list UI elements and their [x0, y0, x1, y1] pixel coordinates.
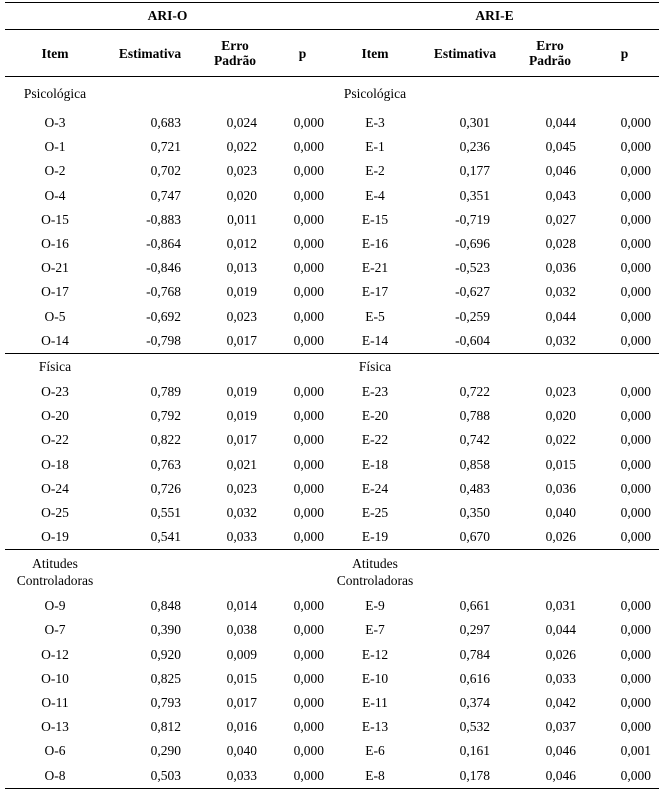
cell-erro-o: 0,023: [226, 163, 257, 179]
cell-p-e: 0,000: [620, 139, 652, 155]
cell-item-o: O-3: [44, 115, 66, 131]
cell-p-e: 0,000: [620, 670, 652, 686]
cell-item-e: E-8: [330, 764, 420, 789]
cell-item-o: O-16: [41, 236, 69, 252]
section-title-row: [5, 353, 659, 380]
cell-estimativa-e: 0,483: [459, 480, 490, 496]
cell-erro-e: 0,031: [545, 598, 576, 614]
cell-item-e: E-13: [361, 719, 389, 735]
cell-p-o: 0,000: [293, 670, 324, 686]
cell-estimativa-e: 0,161: [459, 743, 490, 759]
cell-estimativa-e: 0,788: [459, 408, 490, 424]
cell-p-o: 0,000: [293, 432, 324, 448]
cell-estimativa-o: 0,551: [150, 504, 181, 520]
cell-p-e: 0,000: [620, 408, 652, 424]
cell-estimativa-e: 0,374: [459, 695, 490, 711]
section-title-text: [330, 555, 420, 589]
cell-estimativa-e: 0,661: [459, 598, 490, 614]
cell-estimativa-o: 0,683: [150, 115, 181, 131]
cell-p-o: 0,000: [293, 456, 324, 472]
cell-estimativa-o: -0,846: [146, 260, 181, 276]
cell-erro-o: 0,023: [226, 308, 257, 324]
cell-estimativa-e: -0,259: [455, 308, 490, 324]
cell-item-o: O-17: [41, 284, 69, 300]
cell-item-o: O-1: [44, 139, 66, 155]
section-title-text: [5, 86, 105, 102]
cell-estimativa-o: 0,812: [150, 719, 181, 735]
cell-p-o: 0,000: [293, 504, 324, 520]
table-row: [5, 477, 659, 501]
cell-item-o: O-11: [41, 695, 69, 711]
cell-estimativa-e: 0,532: [459, 719, 490, 735]
header-erro-padrao: [195, 30, 275, 77]
cell-estimativa-o: 0,702: [150, 163, 181, 179]
cell-erro-o: 0,021: [226, 456, 257, 472]
table-row: [5, 329, 659, 354]
cell-item-e: E-9: [365, 598, 385, 614]
cell-estimativa-e: 0,178: [420, 764, 510, 789]
cell-erro-e: 0,036: [545, 260, 576, 276]
cell-item-e: E-22: [361, 432, 389, 448]
cell-p-o: 0,000: [293, 236, 324, 252]
cell-erro-o: 0,012: [226, 236, 257, 252]
cell-estimativa-o: 0,721: [150, 139, 181, 155]
header-estimativa: Estimativa: [105, 30, 195, 77]
cell-item-o: O-13: [41, 719, 69, 735]
cell-erro-e: 0,044: [545, 115, 576, 131]
cell-p-e: 0,001: [620, 743, 652, 759]
cell-item-e: E-2: [365, 163, 385, 179]
cell-item-o: O-20: [41, 408, 69, 424]
table-body: [5, 77, 659, 789]
cell-p-o: 0,000: [293, 598, 324, 614]
cell-erro-o: 0,016: [226, 719, 257, 735]
table-row: [5, 135, 659, 159]
table-row: [5, 232, 659, 256]
cell-erro-e: 0,043: [545, 187, 576, 203]
section-title-line1: Física: [358, 358, 392, 374]
cell-estimativa-e: -0,696: [455, 236, 490, 252]
cell-erro-o: 0,017: [226, 432, 257, 448]
table-row: [5, 208, 659, 232]
cell-item-e: E-6: [365, 743, 385, 759]
table-row: [5, 111, 659, 135]
cell-estimativa-e: -0,523: [455, 260, 490, 276]
header-erro-l1: Erro: [536, 38, 564, 53]
cell-item-e: E-18: [361, 456, 389, 472]
cell-item-o: O-2: [44, 163, 66, 179]
cell-erro-o: 0,038: [226, 622, 257, 638]
cell-item-e: E-7: [365, 622, 385, 638]
cell-erro-e: 0,044: [545, 308, 576, 324]
cell-item-e: E-10: [361, 670, 389, 686]
cell-p-o: 0,000: [293, 115, 324, 131]
section-title: [330, 550, 659, 595]
header-erro-l2: Padrão: [214, 53, 256, 68]
table-row: [5, 667, 659, 691]
table-row: [5, 428, 659, 452]
cell-erro-o: 0,014: [226, 598, 257, 614]
cell-item-e: E-24: [361, 480, 389, 496]
cell-item-o: O-25: [41, 504, 69, 520]
cell-erro-o: 0,020: [226, 187, 257, 203]
cell-estimativa-e: 0,177: [459, 163, 490, 179]
cell-item-e: E-23: [361, 383, 389, 399]
cell-p-e: 0,000: [620, 383, 652, 399]
cell-estimativa-e: 0,858: [459, 456, 490, 472]
cell-erro-o: 0,033: [226, 529, 257, 545]
cell-p-e: 0,000: [620, 432, 652, 448]
cell-item-o: O-4: [44, 187, 66, 203]
table-row: [5, 452, 659, 476]
cell-p-o: 0,000: [293, 139, 324, 155]
cell-item-o: O-15: [41, 211, 69, 227]
cell-estimativa-o: -0,864: [146, 236, 181, 252]
cell-p-e: 0,000: [620, 480, 652, 496]
cell-p-o: 0,000: [293, 622, 324, 638]
cell-estimativa-e: -0,719: [455, 211, 490, 227]
results-table: [5, 2, 659, 789]
header-p: p: [590, 30, 659, 77]
cell-item-o: O-12: [41, 646, 69, 662]
cell-estimativa-o: 0,793: [150, 695, 181, 711]
cell-estimativa-o: 0,920: [150, 646, 181, 662]
table-row: [5, 643, 659, 667]
cell-erro-o: 0,032: [226, 504, 257, 520]
cell-estimativa-e: 0,616: [459, 670, 490, 686]
table-row: [5, 184, 659, 208]
header-erro-l1: Erro: [221, 38, 249, 53]
cell-p-o: 0,000: [293, 646, 324, 662]
cell-p-e: 0,000: [620, 529, 652, 545]
cell-erro-o: 0,040: [226, 743, 257, 759]
cell-p-e: 0,000: [620, 504, 652, 520]
cell-p-e: 0,000: [620, 115, 652, 131]
cell-erro-e: 0,015: [545, 456, 576, 472]
header-estimativa: Estimativa: [420, 30, 510, 77]
cell-p-o: 0,000: [293, 211, 324, 227]
cell-estimativa-e: 0,301: [459, 115, 490, 131]
cell-estimativa-o: -0,883: [146, 211, 181, 227]
cell-item-o: O-8: [5, 764, 105, 789]
cell-erro-e: 0,033: [545, 670, 576, 686]
cell-item-o: O-23: [41, 383, 69, 399]
cell-item-o: O-10: [41, 670, 69, 686]
section-title-text: [5, 359, 105, 375]
cell-item-e: E-5: [365, 308, 385, 324]
cell-estimativa-o: 0,390: [150, 622, 181, 638]
cell-erro-o: 0,019: [226, 408, 257, 424]
cell-p-e: 0,000: [620, 456, 652, 472]
section-title-line1: Atitudes: [32, 556, 78, 572]
section-title-text: [5, 555, 105, 589]
cell-estimativa-o: 0,503: [105, 764, 195, 789]
cell-p-o: 0,000: [293, 695, 324, 711]
header-p: p: [275, 30, 330, 77]
cell-erro-o: 0,019: [226, 383, 257, 399]
section-title: [5, 353, 330, 380]
cell-item-o: O-5: [44, 308, 66, 324]
table-row: [5, 739, 659, 763]
section-title-line1: Atitudes: [352, 556, 398, 572]
cell-item-e: E-4: [365, 187, 385, 203]
cell-item-e: E-16: [361, 236, 389, 252]
cell-erro-e: 0,040: [545, 504, 576, 520]
section-title: [5, 77, 330, 112]
cell-item-e: E-15: [361, 211, 389, 227]
cell-erro-e: 0,042: [545, 695, 576, 711]
cell-item-e: E-3: [365, 115, 385, 131]
cell-estimativa-o: 0,763: [150, 456, 181, 472]
cell-p-o: 0,000: [275, 764, 330, 789]
cell-erro-e: 0,027: [545, 211, 576, 227]
table-row: [5, 501, 659, 525]
header-erro-l2: Padrão: [529, 53, 571, 68]
table-row: [5, 594, 659, 618]
cell-erro-o: 0,019: [226, 284, 257, 300]
cell-erro-e: 0,032: [545, 284, 576, 300]
cell-p-e: 0,000: [620, 622, 652, 638]
cell-item-o: O-9: [44, 598, 66, 614]
cell-p-e: 0,000: [620, 187, 652, 203]
cell-estimativa-o: -0,768: [146, 284, 181, 300]
section-title: [5, 550, 330, 595]
cell-estimativa-e: 0,670: [459, 529, 490, 545]
cell-item-e: E-12: [361, 646, 389, 662]
cell-item-e: E-1: [365, 139, 385, 155]
table-row: [5, 715, 659, 739]
cell-item-e: E-21: [361, 260, 389, 276]
cell-p-e: 0,000: [620, 719, 652, 735]
cell-item-e: E-17: [361, 284, 389, 300]
cell-item-o: O-19: [41, 529, 69, 545]
cell-p-e: 0,000: [620, 260, 652, 276]
cell-estimativa-e: 0,236: [459, 139, 490, 155]
section-title-line1: Psicológica: [343, 86, 407, 101]
table-row: [5, 280, 659, 304]
cell-p-e: 0,000: [620, 236, 652, 252]
section-title-text: [330, 359, 420, 375]
cell-p-e: 0,000: [620, 308, 652, 324]
section-title-line2: Controladoras: [336, 573, 414, 589]
table-row: [5, 691, 659, 715]
cell-p-o: 0,000: [293, 743, 324, 759]
cell-erro-e: 0,026: [545, 646, 576, 662]
cell-estimativa-e: -0,604: [455, 332, 490, 348]
cell-item-e: E-14: [361, 332, 389, 348]
cell-estimativa-o: -0,692: [146, 308, 181, 324]
cell-estimativa-o: 0,792: [150, 408, 181, 424]
cell-erro-e: 0,037: [545, 719, 576, 735]
cell-estimativa-e: 0,297: [459, 622, 490, 638]
cell-p-o: 0,000: [293, 383, 324, 399]
cell-estimativa-o: 0,848: [150, 598, 181, 614]
cell-p-o: 0,000: [293, 408, 324, 424]
cell-erro-o: 0,017: [226, 332, 257, 348]
cell-estimativa-o: 0,290: [150, 743, 181, 759]
section-title-row: [5, 77, 659, 112]
cell-estimativa-e: 0,351: [459, 187, 490, 203]
cell-erro-e: 0,046: [510, 764, 590, 789]
column-header-row: [5, 30, 659, 77]
table-row: [5, 305, 659, 329]
cell-p-o: 0,000: [293, 308, 324, 324]
cell-estimativa-e: 0,784: [459, 646, 490, 662]
cell-item-e: E-25: [361, 504, 389, 520]
cell-p-e: 0,000: [620, 163, 652, 179]
cell-item-o: O-22: [41, 432, 69, 448]
cell-estimativa-e: 0,722: [459, 383, 490, 399]
cell-p-o: 0,000: [293, 284, 324, 300]
cell-item-o: O-18: [41, 456, 69, 472]
cell-erro-e: 0,044: [545, 622, 576, 638]
cell-erro-e: 0,022: [545, 432, 576, 448]
section-title-text: [330, 86, 420, 102]
cell-estimativa-o: 0,825: [150, 670, 181, 686]
cell-erro-o: 0,017: [226, 695, 257, 711]
cell-erro-o: 0,011: [227, 211, 257, 227]
cell-item-e: E-19: [361, 529, 389, 545]
header-item: Item: [5, 30, 105, 77]
cell-erro-e: 0,032: [545, 332, 576, 348]
cell-estimativa-o: -0,798: [146, 332, 181, 348]
cell-erro-e: 0,036: [545, 480, 576, 496]
cell-p-o: 0,000: [293, 719, 324, 735]
cell-p-o: 0,000: [293, 480, 324, 496]
cell-erro-o: 0,015: [226, 670, 257, 686]
cell-estimativa-e: 0,742: [459, 432, 490, 448]
cell-p-e: 0,000: [620, 284, 652, 300]
cell-estimativa-e: 0,350: [459, 504, 490, 520]
cell-estimativa-o: 0,822: [150, 432, 181, 448]
header-item: Item: [330, 30, 420, 77]
cell-p-o: 0,000: [293, 529, 324, 545]
table-row: [5, 404, 659, 428]
table-row: [5, 618, 659, 642]
cell-p-e: 0,000: [620, 332, 652, 348]
table-row: [5, 256, 659, 280]
cell-item-o: O-6: [44, 743, 66, 759]
cell-p-e: 0,000: [590, 764, 659, 789]
cell-erro-o: 0,024: [226, 115, 257, 131]
cell-estimativa-o: 0,726: [150, 480, 181, 496]
cell-p-o: 0,000: [293, 332, 324, 348]
table-row: [5, 380, 659, 404]
table-row: [5, 764, 659, 789]
cell-erro-o: 0,009: [226, 646, 257, 662]
group-header-row: [5, 3, 659, 30]
cell-item-o: O-14: [41, 332, 69, 348]
cell-item-o: O-7: [44, 622, 66, 638]
group-ari-o: ARI-O: [5, 3, 330, 30]
cell-p-e: 0,000: [620, 695, 652, 711]
cell-item-o: O-24: [41, 480, 69, 496]
section-title: [330, 77, 659, 112]
cell-erro-o: 0,013: [226, 260, 257, 276]
section-title-row: [5, 550, 659, 595]
cell-estimativa-o: 0,541: [150, 529, 181, 545]
cell-p-e: 0,000: [620, 646, 652, 662]
cell-erro-o: 0,023: [226, 480, 257, 496]
cell-erro-o: 0,033: [195, 764, 275, 789]
cell-p-e: 0,000: [620, 598, 652, 614]
cell-erro-e: 0,028: [545, 236, 576, 252]
cell-erro-e: 0,026: [545, 529, 576, 545]
cell-erro-e: 0,023: [545, 383, 576, 399]
cell-erro-o: 0,022: [226, 139, 257, 155]
cell-p-o: 0,000: [293, 187, 324, 203]
cell-item-o: O-21: [41, 260, 69, 276]
header-erro-padrao: [510, 30, 590, 77]
cell-erro-e: 0,046: [545, 743, 576, 759]
cell-p-o: 0,000: [293, 260, 324, 276]
group-ari-e: ARI-E: [330, 3, 659, 30]
cell-item-e: E-20: [361, 408, 389, 424]
table-row: [5, 159, 659, 183]
cell-item-e: E-11: [362, 695, 388, 711]
section-title-line1: Psicológica: [23, 86, 87, 101]
cell-erro-e: 0,046: [545, 163, 576, 179]
section-title: [330, 353, 659, 380]
table-row: [5, 525, 659, 550]
section-title-line1: Física: [38, 358, 72, 374]
cell-estimativa-e: -0,627: [455, 284, 490, 300]
section-title-line2: Controladoras: [16, 573, 94, 589]
cell-p-o: 0,000: [293, 163, 324, 179]
cell-estimativa-o: 0,747: [150, 187, 181, 203]
cell-erro-e: 0,045: [545, 139, 576, 155]
cell-estimativa-o: 0,789: [150, 383, 181, 399]
cell-p-e: 0,000: [620, 211, 652, 227]
cell-erro-e: 0,020: [545, 408, 576, 424]
